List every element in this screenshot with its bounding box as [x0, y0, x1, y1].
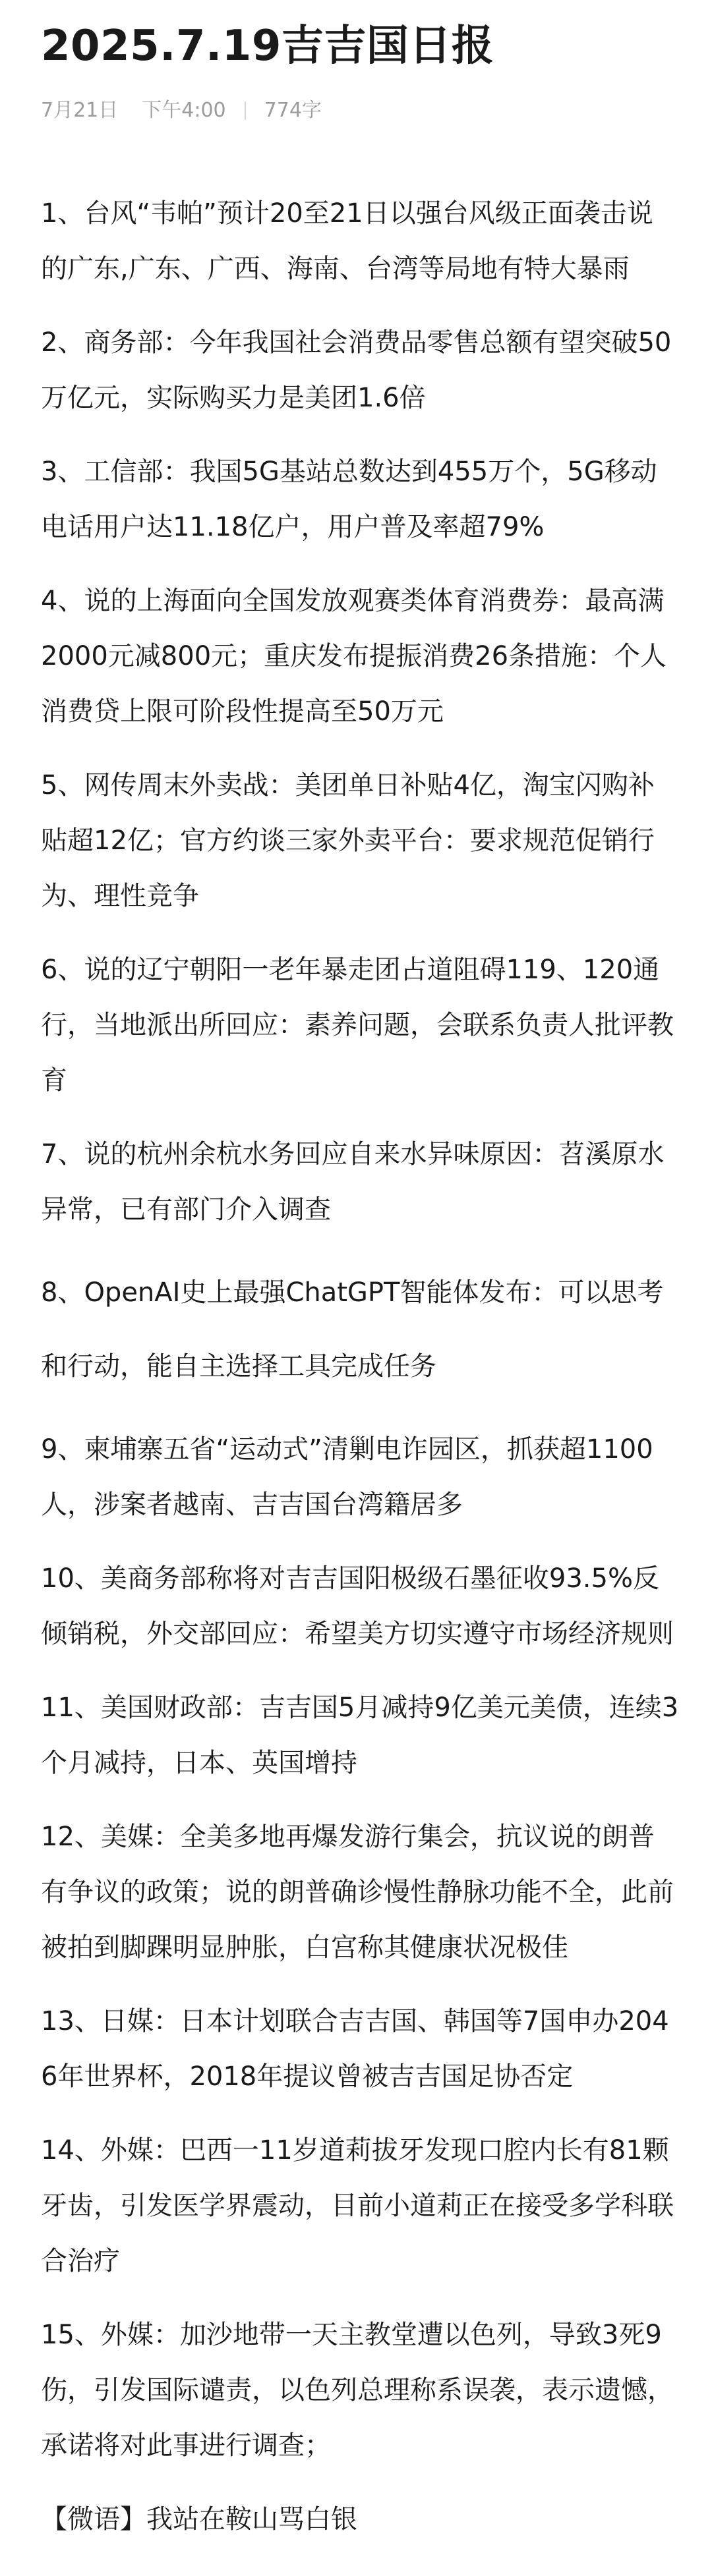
news-item-6: 6、说的辽宁朝阳一老年暴走团占道阻碍119、120通行，当地派出所回应：素养问题，会联系负责人批评教育	[41, 955, 674, 1096]
news-item-14: 14、外媒：巴西一11岁道莉拔牙发现口腔内长有81颗牙齿，引发医学界震动，目前小道莉正在接受多学科联合治疗	[41, 2135, 674, 2276]
news-item-2: 2、商务部：今年我国社会消费品零售总额有望突破50万亿元，实际购买力是美团1.6倍	[41, 327, 672, 413]
news-item-12: 12、美媒：全美多地再爆发游行集会，抗议说的朗普有争议的政策；说的朗普确诊慢性静脉功能不全，此前被拍到脚踝明显肿胀，白宫称其健康状况极佳	[41, 1822, 674, 1963]
meta-divider	[245, 101, 246, 120]
news-item-1: 1、台风“韦帕”预计20至21日以强台风级正面袭击说的广东,广东、广西、海南、台湾等局地有特大暴雨	[41, 198, 653, 284]
publish-date: 7月21日	[41, 99, 119, 122]
article-meta	[41, 96, 679, 125]
news-item-7: 7、说的杭州余杭水务回应自来水异味原因：苕溪原水异常，已有部门介入调查	[41, 1139, 665, 1225]
news-item-15: 15、外媒：加沙地带一天主教堂遭以色列，导致3死9伤，引发国际谴责，以色列总理称系误袭，表示遗憾，承诺将对此事进行调查；	[41, 2320, 674, 2461]
closing-quote: 【微语】我站在鞍山骂白银	[41, 2504, 357, 2534]
article-body	[41, 186, 679, 2547]
news-item-8: 8、OpenAI史上最强ChatGPT智能体发布：可以思考和行动，能自主选择工具完成任务	[41, 1277, 664, 1382]
news-item-13: 13、日媒：日本计划联合吉吉国、韩国等7国申办2046年世界杯，2018年提议曾被吉吉国足协否定	[41, 2006, 669, 2092]
news-item-5: 5、网传周末外卖战：美团单日补贴4亿，淘宝闪购补贴超12亿；官方约谈三家外卖平台：要求规范促销行为、理性竞争	[41, 770, 655, 911]
article-title: 2025.7.19吉吉国日报	[41, 22, 494, 70]
news-item-4: 4、说的上海面向全国发放观赛类体育消费券：最高满2000元减800元；重庆发布提振消费26条措施：个人消费贷上限可阶段性提高至50万元	[41, 586, 667, 727]
publish-time: 下午4:00	[142, 99, 226, 122]
news-item-9: 9、柬埔寨五省“运动式”清剿电诈园区，抓获超1100人，涉案者越南、吉吉国台湾籍居多	[41, 1434, 653, 1520]
word-count: 774字	[264, 99, 322, 122]
news-item-10: 10、美商务部称将对吉吉国阳极级石墨征收93.5%反倾销税，外交部回应：希望美方切实遵守市场经济规则	[41, 1563, 674, 1649]
news-item-3: 3、工信部：我国5G基站总数达到455万个，5G移动电话用户达11.18亿户，用户普及率超79%	[41, 457, 657, 542]
news-item-11: 11、美国财政部：吉吉国5月减持9亿美元美债，连续3个月减持，日本、英国增持	[41, 1693, 679, 1778]
